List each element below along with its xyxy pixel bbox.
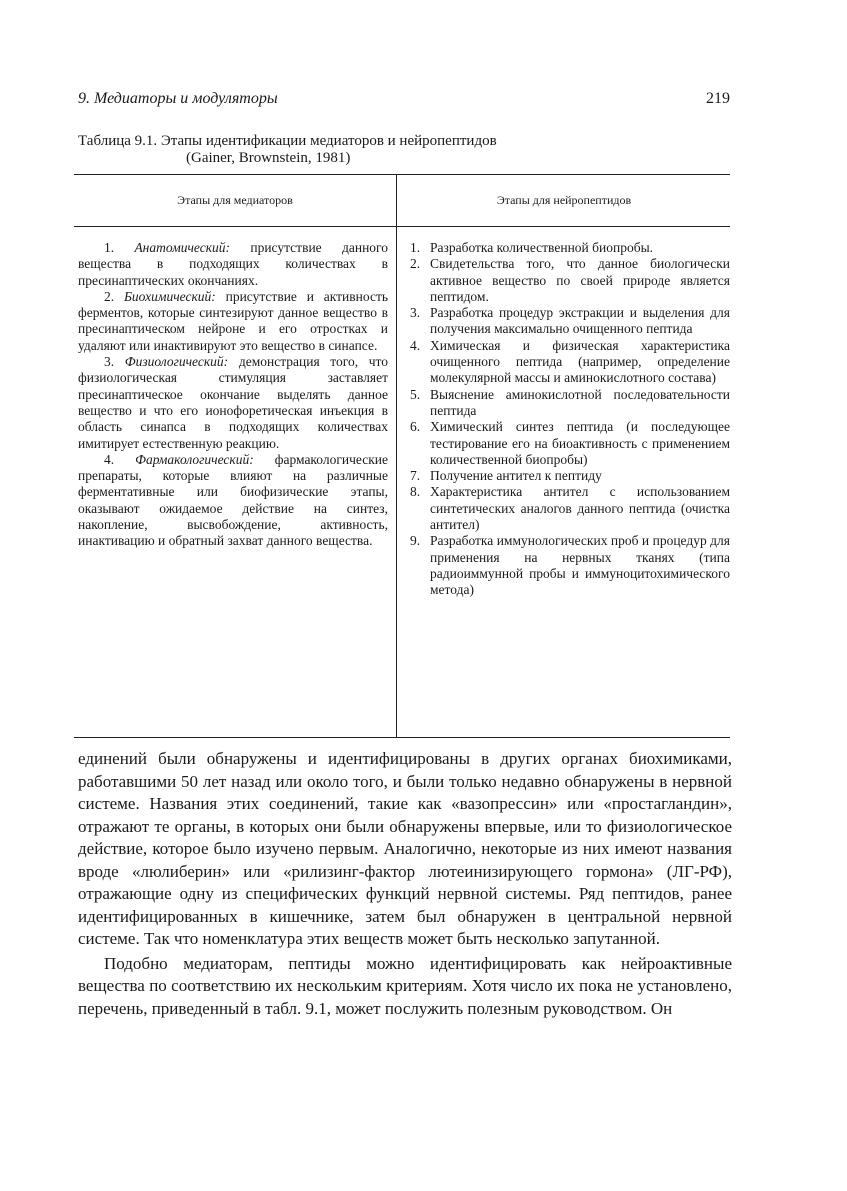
neuropeptide-stage: 9. Разработка иммунологических проб и процедур для применения на нервных тканях (типа радиоиммунной пробы и иммуноцитохимического метода) <box>410 533 730 598</box>
table-bottom-rule <box>74 737 730 738</box>
column-header-mediators: Этапы для медиаторов <box>177 193 293 207</box>
neuropeptide-stage: 7. Получение антител к пептиду <box>410 468 602 484</box>
body-paragraph: Подобно медиаторам, пептиды можно идентифицировать как нейроактивные вещества по соответствию их нескольким критериям. Хотя число их пока не установлено, перечень, приведенный в табл. 9.1, может послужить полезным руководством. Он <box>78 953 732 1018</box>
neuropeptide-stages <box>410 240 730 599</box>
neuropeptide-stage: 4. Химическая и физическая характеристика очищенного пептида (например, определение молекулярной массы и аминокислотного состава) <box>410 337 730 386</box>
neuropeptide-stage: 6. Химический синтез пептида (и последующее тестирование его на биоактивность с применением количественной биопробы) <box>410 419 730 467</box>
table-caption <box>78 133 738 167</box>
table-top-rule <box>74 174 730 175</box>
column-header-neuropeptides: Этапы для нейропептидов <box>496 193 632 207</box>
neuropeptide-stage: 5. Выяснение аминокислотной последовательности пептида <box>410 386 730 418</box>
mediator-stage: 1. Анатомический: присутствие данного вещества в подходящих количествах в пресинаптических окончаниях. <box>78 240 388 288</box>
table-column-divider <box>396 174 397 737</box>
caption-line-1: Таблица 9.1. Этапы идентификации медиаторов и нейропептидов <box>78 133 497 149</box>
neuropeptide-stage: 2. Свидетельства того, что данное биологически активное вещество по своей природе является пептидом. <box>410 256 730 304</box>
page-number: 219 <box>706 90 730 107</box>
mediator-stage: 2. Биохимический: присутствие и активность ферментов, которые синтезируют данное вещество в пресинаптическом нейроне и его отростках и удаляют или инактивируют это вещество в синапсе. <box>78 288 388 353</box>
mediator-stages <box>78 240 388 550</box>
neuropeptide-stage: 8. Характеристика антител с использованием синтетических аналогов данного пептида (очистка антител) <box>410 484 730 533</box>
neuropeptide-stage: 3. Разработка процедур экстракции и выделения для получения максимально очищенного пептида <box>410 305 730 337</box>
neuropeptide-stage: 1. Разработка количественной биопробы. <box>410 240 654 255</box>
body-paragraph: единений были обнаружены и идентифицированы в других органах биохимиками, работавшими 50 лет назад или около того, и были только недавно обнаружены в нервной системе. Названия этих соединений, такие как «вазопрессин» или «простагландин», отражают те органы, в которых они были обнаружены впервые, или то физиологическое действие, которое было изучено первым. Аналогично, некоторые из них имеют названия вроде «люлиберин» или «рилизинг-фактор лютеинизирующего гормона» (ЛГ-РФ), отражающие одну из специфических функций нервной системы. Ряд пептидов, ранее идентифицированных в кишечнике, затем был обнаружен в центральной нервной системе. Так что номенклатура этих веществ может быть несколько запутанной. <box>78 749 732 948</box>
body-text <box>78 748 732 1020</box>
caption-line-2: (Gainer, Brownstein, 1981) <box>186 150 351 166</box>
mediator-stage: 4. Фармакологический: фармакологические препараты, которые влияют на различные ферментативные или биофизические этапы, оказывают ожидаемое действие на синтез, накопление, высвобождение, активность, инактивацию и обратный захват данного вещества. <box>78 451 389 549</box>
chapter-title: 9. Медиаторы и модуляторы <box>78 90 278 107</box>
running-header <box>78 90 730 114</box>
table-header-rule <box>74 226 730 227</box>
mediator-stage: 3. Физиологический: демонстрация того, что физиологическая стимуляция заставляет пресинаптическое окончание выделять данное вещество и что его ионофоретическая инъекция в область синапса в подходящих количествах имитирует естественную реакцию. <box>78 354 388 451</box>
